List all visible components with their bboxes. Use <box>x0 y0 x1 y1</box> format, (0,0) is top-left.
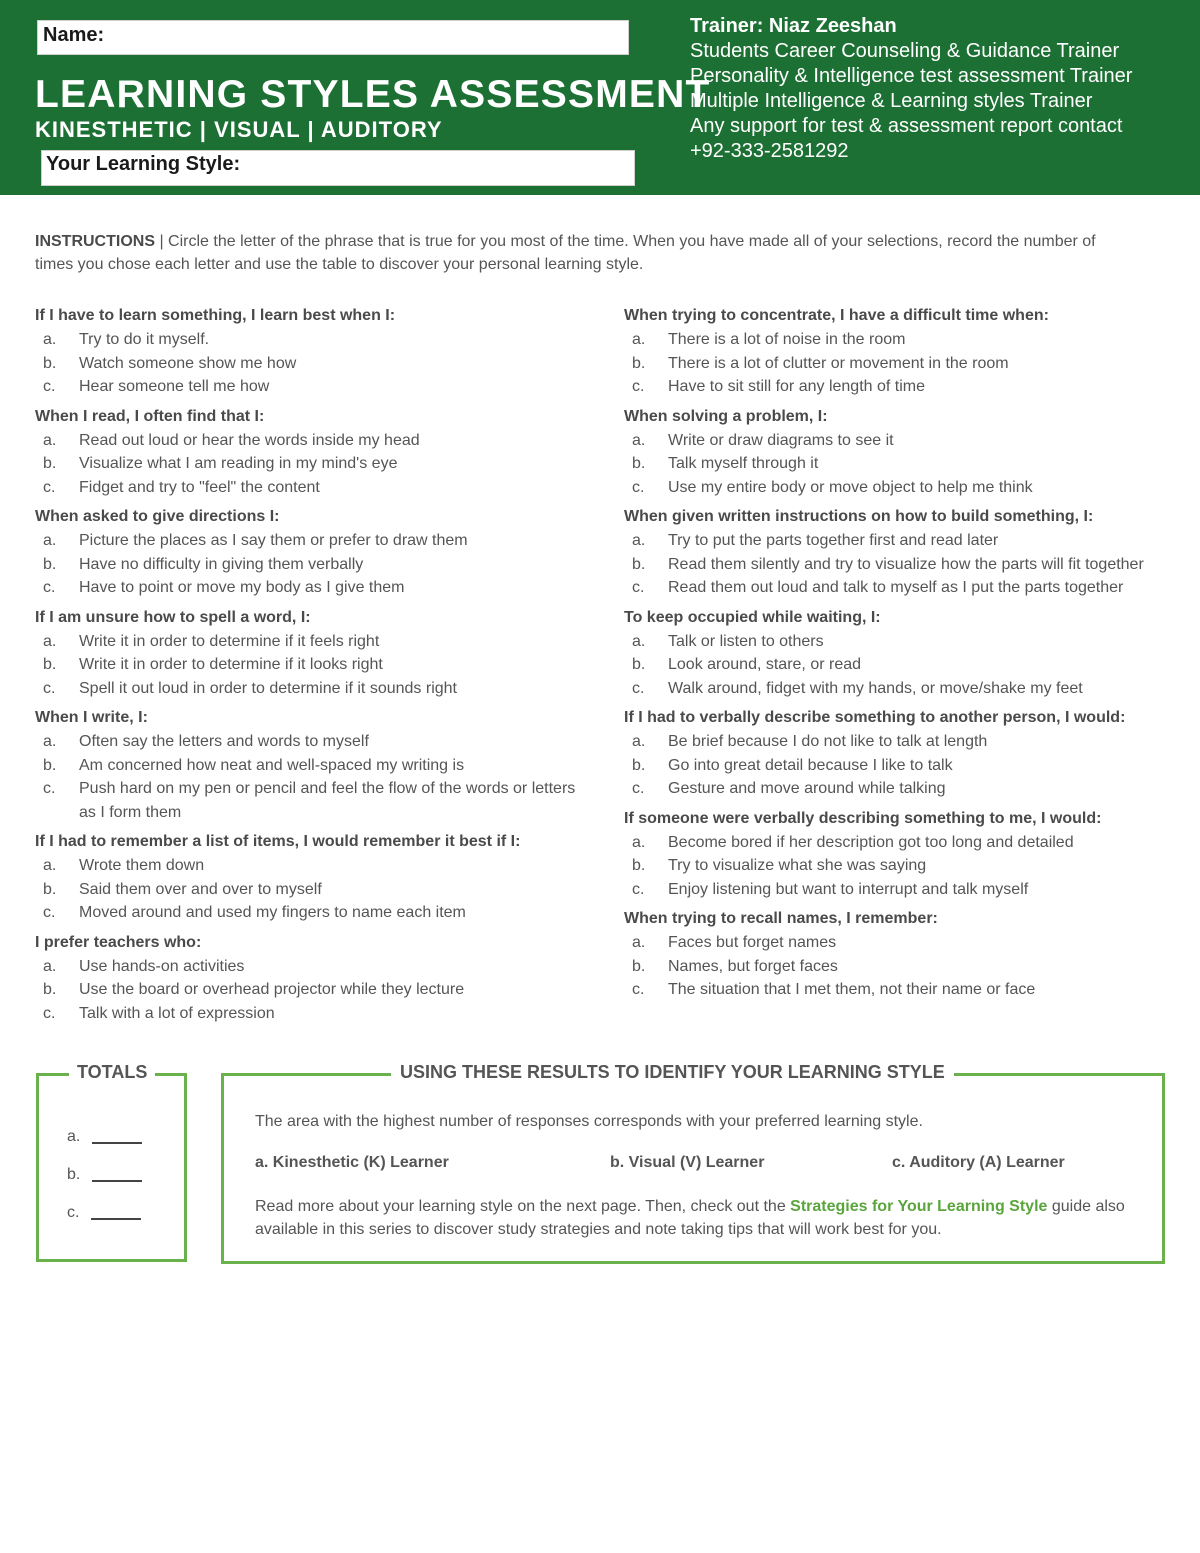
totals-title: TOTALS <box>69 1062 155 1083</box>
answer-option[interactable] <box>624 476 1184 500</box>
option-letter[interactable]: c. <box>632 378 645 395</box>
answer-option[interactable] <box>35 352 595 376</box>
option-text: Be brief because I do not like to talk at length <box>668 733 988 750</box>
option-text: Often say the letters and words to myself <box>79 733 369 750</box>
learning-style-field[interactable] <box>41 150 635 186</box>
results-more-after: guide also available in this series to discover study strategies and note taking tips that will work best for you. <box>255 1198 1125 1238</box>
answer-option[interactable] <box>35 476 595 500</box>
option-text: Watch someone show me how <box>79 354 297 372</box>
option-letter[interactable]: c. <box>43 378 56 395</box>
option-letter[interactable]: b. <box>43 981 57 998</box>
option-letter[interactable]: b. <box>43 756 57 774</box>
option-text: Am concerned how neat and well-spaced my writing is <box>79 756 465 774</box>
option-text: There is a lot of clutter or movement in the room <box>668 354 1009 372</box>
question-title: When trying to concentrate, I have a difficult time when: <box>624 307 1049 324</box>
option-text: Try to put the parts together first and read later <box>668 532 999 549</box>
option-letter[interactable]: b. <box>43 656 57 673</box>
answer-option[interactable] <box>624 878 1184 902</box>
answer-option[interactable] <box>35 677 595 701</box>
page-title: LEARNING STYLES ASSESSMENT <box>35 73 711 116</box>
answer-option[interactable] <box>35 978 595 1002</box>
answer-option[interactable] <box>624 429 1184 453</box>
question-title: If I had to remember a list of items, I would remember it best if I: <box>35 833 521 850</box>
question <box>624 907 1184 1002</box>
option-text: Have to point or move my body as I give them <box>79 579 405 596</box>
option-text: Write it in order to determine if it looks right <box>79 656 383 673</box>
option-text: Have to sit still for any length of time <box>668 378 925 395</box>
total-letter: b. <box>67 1166 81 1183</box>
option-text: Read them out loud and talk to myself as I put the parts together <box>668 579 1124 596</box>
total-row-a <box>67 1128 142 1146</box>
option-letter[interactable]: a. <box>632 833 646 851</box>
option-letter[interactable]: c. <box>632 880 645 898</box>
answer-option[interactable] <box>624 854 1184 878</box>
question <box>624 706 1184 801</box>
learner-visual: b. Visual (V) Learner <box>610 1154 765 1171</box>
trainer-line: Personality & Intelligence test assessment Trainer <box>690 65 1133 87</box>
option-letter[interactable]: c. <box>43 579 56 596</box>
name-field[interactable] <box>37 20 629 55</box>
totals-box <box>36 1062 187 1262</box>
results-more-before: Read more about your learning style on the next page. Then, check out the <box>255 1198 791 1215</box>
answer-option[interactable] <box>624 730 1184 754</box>
option-text: Use the board or overhead projector while they lecture <box>79 981 465 998</box>
learner-kinesthetic: a. Kinesthetic (K) Learner <box>255 1154 449 1171</box>
option-letter[interactable]: c. <box>43 679 56 697</box>
answer-option[interactable] <box>35 730 595 754</box>
option-text: Talk with a lot of expression <box>79 1004 275 1022</box>
option-text: Write or draw diagrams to see it <box>668 431 894 449</box>
trainer-line: Students Career Counseling & Guidance Trainer <box>690 40 1120 62</box>
option-text: Fidget and try to "feel" the content <box>79 478 320 496</box>
learner-auditory: c. Auditory (A) Learner <box>892 1154 1065 1171</box>
answer-option[interactable] <box>624 328 1184 352</box>
instructions-label: INSTRUCTIONS <box>35 233 155 250</box>
name-label: Name: <box>43 24 105 46</box>
question <box>35 405 595 500</box>
question <box>35 505 595 600</box>
option-letter[interactable]: a. <box>43 632 57 650</box>
answer-option[interactable] <box>35 1002 595 1026</box>
option-text: There is a lot of noise in the room <box>668 331 906 348</box>
option-letter[interactable]: a. <box>43 532 57 549</box>
option-letter[interactable]: a. <box>632 331 646 348</box>
question-title: If I am unsure how to spell a word, I: <box>35 608 311 626</box>
option-text: Push hard on my pen or pencil and feel the flow of the words or letters as I form them <box>79 780 576 821</box>
option-text: Talk or listen to others <box>668 632 824 650</box>
option-letter[interactable]: c. <box>43 478 56 496</box>
option-text: Go into great detail because I like to talk <box>668 756 953 774</box>
answer-option[interactable] <box>35 955 595 979</box>
option-text: Spell it out loud in order to determine if it sounds right <box>79 679 457 697</box>
answer-option[interactable] <box>624 777 1184 801</box>
answer-option[interactable] <box>35 375 595 399</box>
option-letter[interactable]: c. <box>632 981 645 998</box>
answer-option[interactable] <box>624 529 1184 553</box>
option-text: Use hands-on activities <box>79 957 245 975</box>
total-row-c <box>67 1204 141 1222</box>
questions-left-column <box>35 304 595 1031</box>
question <box>35 304 595 399</box>
results-intro: The area with the highest number of responses corresponds with your preferred learning style. <box>255 1113 923 1130</box>
answer-option[interactable] <box>35 630 595 654</box>
answer-option[interactable] <box>624 653 1184 677</box>
question-title: If I had to verbally describe something to another person, I would: <box>624 709 1126 726</box>
results-title: USING THESE RESULTS TO IDENTIFY YOUR LEARNING STYLE <box>391 1062 954 1083</box>
option-letter[interactable]: c. <box>632 780 645 797</box>
answer-option[interactable] <box>35 754 595 778</box>
total-blank-c[interactable] <box>91 1218 141 1220</box>
header-banner <box>0 0 1200 195</box>
question <box>624 807 1184 902</box>
option-letter[interactable]: c. <box>632 679 645 697</box>
option-letter[interactable]: b. <box>632 756 646 774</box>
option-text: Read them silently and try to visualize how the parts will fit together <box>668 555 1144 573</box>
option-text: Faces but forget names <box>668 934 837 951</box>
trainer-line: Any support for test & assessment report contact <box>690 115 1123 137</box>
answer-option[interactable] <box>35 653 595 677</box>
option-text: Become bored if her description got too long and detailed <box>668 833 1074 851</box>
question-title: When I read, I often find that I: <box>35 407 265 425</box>
answer-option[interactable] <box>624 931 1184 955</box>
option-text: Picture the places as I say them or prefer to draw them <box>79 532 468 549</box>
answer-option[interactable] <box>35 553 595 577</box>
question-title: If someone were verbally describing something to me, I would: <box>624 809 1102 827</box>
answer-option[interactable] <box>35 576 595 600</box>
question <box>624 606 1184 701</box>
option-letter[interactable]: a. <box>632 934 646 951</box>
option-text: Visualize what I am reading in my mind's eye <box>79 455 398 472</box>
answer-option[interactable] <box>624 978 1184 1002</box>
option-letter[interactable]: b. <box>43 880 57 898</box>
question <box>35 606 595 701</box>
option-letter[interactable]: b. <box>632 656 646 673</box>
total-blank-a[interactable] <box>92 1142 142 1144</box>
option-letter[interactable]: b. <box>632 455 646 472</box>
results-box <box>221 1062 1165 1264</box>
question-title: When asked to give directions I: <box>35 508 280 525</box>
question-title: When given written instructions on how to build something, I: <box>624 508 1094 525</box>
instructions <box>35 230 1135 276</box>
results-more <box>255 1195 1135 1241</box>
question-title: To keep occupied while waiting, I: <box>624 608 881 626</box>
option-letter[interactable]: b. <box>632 957 646 975</box>
option-letter[interactable]: b. <box>632 354 646 372</box>
answer-option[interactable] <box>624 452 1184 476</box>
option-text: Write it in order to determine if it feels right <box>79 632 380 650</box>
option-letter[interactable]: a. <box>632 632 646 650</box>
trainer-line: Multiple Intelligence & Learning styles Trainer <box>690 90 1093 112</box>
option-text: Moved around and used my fingers to name each item <box>79 904 466 921</box>
option-letter[interactable]: c. <box>632 478 645 496</box>
option-letter[interactable]: a. <box>43 331 57 348</box>
answer-option[interactable] <box>35 529 595 553</box>
total-letter: c. <box>67 1204 80 1221</box>
answer-option[interactable] <box>624 630 1184 654</box>
option-letter[interactable]: b. <box>632 857 646 874</box>
answer-option[interactable] <box>35 854 595 878</box>
option-text: Wrote them down <box>79 857 205 874</box>
answer-option[interactable] <box>35 777 595 824</box>
question-title: When trying to recall names, I remember: <box>624 910 938 927</box>
answer-option[interactable] <box>624 352 1184 376</box>
option-letter[interactable]: a. <box>43 733 57 750</box>
option-text: Names, but forget faces <box>668 957 838 975</box>
total-row-b <box>67 1166 142 1184</box>
question <box>35 931 595 1026</box>
question <box>624 304 1184 399</box>
answer-option[interactable] <box>624 375 1184 399</box>
option-letter[interactable]: a. <box>632 532 646 549</box>
option-text: Use my entire body or move object to help me think <box>668 478 1033 496</box>
option-text: The situation that I met them, not their name or face <box>668 981 1036 998</box>
option-letter[interactable]: c. <box>43 904 56 921</box>
answer-option[interactable] <box>624 754 1184 778</box>
option-letter[interactable]: c. <box>43 780 56 797</box>
strategies-link[interactable]: Strategies for Your Learning Style <box>790 1198 1048 1215</box>
option-text: Said them over and over to myself <box>79 880 322 898</box>
question <box>624 405 1184 500</box>
option-text: Have no difficulty in giving them verbally <box>79 555 364 573</box>
question-title: If I have to learn something, I learn best when I: <box>35 307 396 324</box>
option-text: Read out loud or hear the words inside my head <box>79 431 420 449</box>
question-title: I prefer teachers who: <box>35 933 202 951</box>
questions-right-column <box>624 304 1184 1008</box>
option-letter[interactable]: a. <box>43 957 57 975</box>
option-letter[interactable]: b. <box>43 455 57 472</box>
option-text: Try to do it myself. <box>79 331 210 348</box>
answer-option[interactable] <box>624 955 1184 979</box>
answer-option[interactable] <box>35 878 595 902</box>
question-title: When solving a problem, I: <box>624 407 828 425</box>
option-text: Gesture and move around while talking <box>668 780 946 797</box>
question <box>35 706 595 824</box>
option-letter[interactable]: a. <box>43 431 57 449</box>
option-letter[interactable]: b. <box>632 555 646 573</box>
answer-option[interactable] <box>35 429 595 453</box>
instructions-text: Circle the letter of the phrase that is true for you most of the time. When you have made all of your selections, record the number of times you chose each letter and use the table to discover your personal learning style. <box>35 233 1096 273</box>
answer-option[interactable] <box>624 677 1184 701</box>
total-blank-b[interactable] <box>92 1180 142 1182</box>
option-letter[interactable]: a. <box>632 431 646 449</box>
option-text: Enjoy listening but want to interrupt and talk myself <box>668 880 1029 898</box>
question <box>35 830 595 925</box>
answer-option[interactable] <box>35 328 595 352</box>
trainer-phone: +92-333-2581292 <box>690 140 849 162</box>
answer-option[interactable] <box>624 553 1184 577</box>
instructions-separator: | <box>155 233 169 250</box>
option-text: Look around, stare, or read <box>668 656 862 673</box>
option-letter[interactable]: b. <box>43 555 57 573</box>
option-text: Hear someone tell me how <box>79 378 270 395</box>
answer-option[interactable] <box>35 452 595 476</box>
learning-style-label: Your Learning Style: <box>46 153 241 175</box>
option-letter[interactable]: b. <box>43 354 57 372</box>
total-letter: a. <box>67 1128 81 1145</box>
answer-option[interactable] <box>624 831 1184 855</box>
answer-option[interactable] <box>624 576 1184 600</box>
trainer-name: Trainer: Niaz Zeeshan <box>690 15 897 37</box>
option-letter[interactable]: a. <box>632 733 646 750</box>
option-text: Try to visualize what she was saying <box>668 857 927 874</box>
question-title: When I write, I: <box>35 709 148 726</box>
option-letter[interactable]: a. <box>43 857 57 874</box>
option-letter[interactable]: c. <box>632 579 645 596</box>
option-text: Talk myself through it <box>668 455 819 472</box>
trainer-info <box>690 14 1132 164</box>
page-subtitle: KINESTHETIC | VISUAL | AUDITORY <box>35 117 443 142</box>
question <box>624 505 1184 600</box>
option-text: Walk around, fidget with my hands, or move/shake my feet <box>668 679 1083 697</box>
answer-option[interactable] <box>35 901 595 925</box>
option-letter[interactable]: c. <box>43 1004 56 1022</box>
